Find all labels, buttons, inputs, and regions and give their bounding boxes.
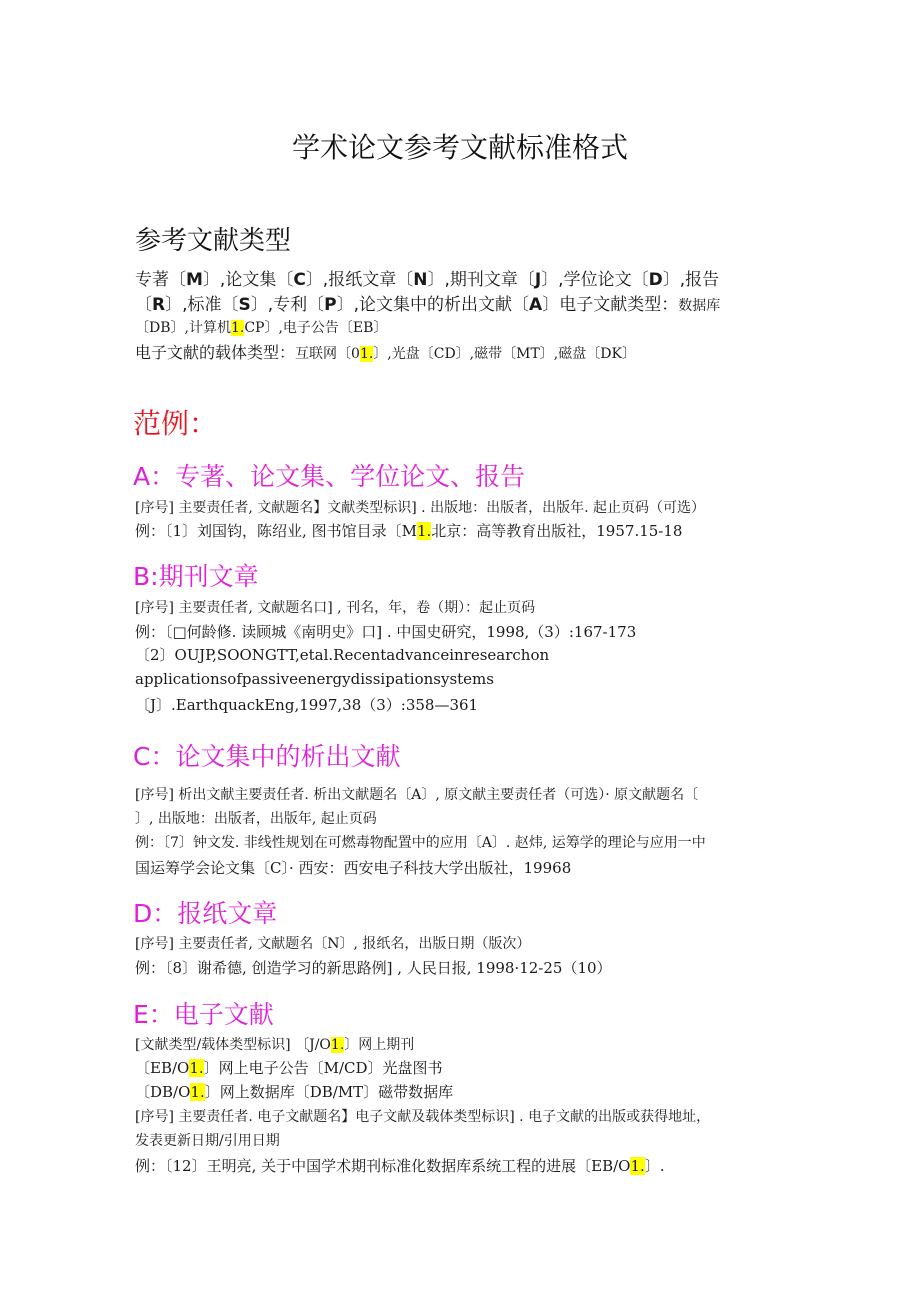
types-text: 〕电子文献类型： xyxy=(542,295,679,315)
example-text: 例：〔1〕刘国钧，陈绍业, 图书馆目录〔M xyxy=(135,522,417,540)
type-code: J xyxy=(534,270,542,290)
section-c-format-1: [序号] 析出文献主要责任者. 析出文献题名〔A〕, 原文献主要责任者（可选）· 原文献题名〔 xyxy=(135,787,699,803)
example-text: 〕网上电子公告〔M/CD〕光盘图书 xyxy=(203,1059,443,1077)
section-b-heading: B:期刊文章 xyxy=(133,562,259,591)
type-code: A xyxy=(529,295,543,315)
section-c-example-1: 例：〔7〕钟文发. 非线性规划在可燃毒物配置中的应用〔A〕. 赵炜, 运筹学的理论与应用一中 xyxy=(135,835,706,851)
section-e-heading: E：电子文献 xyxy=(133,1000,274,1029)
highlighted-text: 1. xyxy=(416,522,432,540)
type-code: P xyxy=(324,295,337,315)
types-text: 电子文献的载体类型： xyxy=(135,343,296,362)
type-code: C xyxy=(293,270,306,290)
highlighted-text: 1. xyxy=(230,320,245,336)
types-text: CP〕,电子公告〔EB〕 xyxy=(244,320,388,336)
types-text: 〕,报告 xyxy=(662,270,720,290)
page-title: 学术论文参考文献标准格式 xyxy=(291,131,628,164)
section-a-format: [序号] 主要责任者, 文献题名】文献类型标识] . 出版地：出版者，出版年. 起止页码（可选） xyxy=(135,500,705,516)
types-text: 〔DB〕,计算机 xyxy=(135,320,231,336)
section-c-format-2: 〕, 出版地：出版者，出版年, 起止页码 xyxy=(135,811,377,827)
section-d-format: [序号] 主要责任者, 文献题名〔N〕, 报纸名，出版日期（版次） xyxy=(135,936,531,952)
type-code: R xyxy=(152,295,166,315)
section-e-row-3 xyxy=(135,1081,453,1102)
types-text: 〕,论文集中的析出文献〔 xyxy=(336,295,530,315)
types-text: 〕,标准〔 xyxy=(165,295,239,315)
types-text: 专著〔 xyxy=(135,270,186,290)
example-text: 例：〔12〕王明亮, 关于中国学术期刊标准化数据库系统工程的进展〔EB/O xyxy=(135,1157,631,1175)
types-text: 〕,光盘〔CD〕,磁带〔MT〕,磁盘〔DK〕 xyxy=(373,346,636,362)
types-text: 数据库 xyxy=(678,298,721,314)
example-text: 〕网上数据库〔DB/MT〕磁带数据库 xyxy=(204,1083,454,1101)
section-e-format-1: [序号] 主要责任者. 电子文献题名】电子文献及载体类型标识] . 电子文献的出版或获得地址， xyxy=(135,1109,711,1125)
section-e-format-2: 发表更新日期/引用日期 xyxy=(135,1133,280,1149)
examples-heading: 范例： xyxy=(133,407,218,440)
types-line-2 xyxy=(135,290,720,315)
example-text: 〕. xyxy=(644,1157,665,1175)
highlighted-text: 1. xyxy=(190,1083,205,1101)
types-text: 〕,论文集〔 xyxy=(202,270,294,290)
types-text: 〕,学位论文〔 xyxy=(541,270,649,290)
highlighted-text: 1. xyxy=(189,1059,204,1077)
section-b-example-1: 例：〔□何龄修. 读顾城《南明史》口] . 中国史研究，1998,（3）:167-173 xyxy=(135,623,637,641)
types-line-4 xyxy=(135,340,636,363)
type-code: M xyxy=(186,270,203,290)
type-code: D xyxy=(648,270,663,290)
type-code: S xyxy=(238,295,251,315)
types-text: 〕,专利〔 xyxy=(250,295,325,315)
section-b-example-2: 〔2〕OUJP,SOONGTT,etal.Recentadvanceinresearchon xyxy=(135,646,550,664)
section-d-heading: D：报纸文章 xyxy=(133,899,278,928)
highlighted-text: 1. xyxy=(330,1037,345,1053)
example-text: 〔EB/O xyxy=(135,1059,190,1077)
highlighted-text: 1. xyxy=(359,346,374,362)
section-c-heading: C：论文集中的析出文献 xyxy=(133,742,401,771)
section-a-example xyxy=(135,520,682,541)
section-b-example-3: applicationsofpassiveenergydissipationsystems xyxy=(135,670,494,688)
section-b-example-4: 〔J〕.EarthquackEng,1997,38（3）:358—361 xyxy=(135,696,479,714)
types-text: 互联网〔0 xyxy=(295,346,360,362)
example-text: 〔DB/O xyxy=(135,1083,191,1101)
types-text: 〕,期刊文章〔 xyxy=(427,270,535,290)
types-line-3 xyxy=(135,317,387,337)
example-text: 〕网上期刊 xyxy=(344,1037,415,1053)
section-c-example-2: 国运筹学会论文集〔C〕· 西安：西安电子科技大学出版社，19968 xyxy=(135,859,572,877)
section-e-row-1 xyxy=(135,1034,414,1054)
section-d-example: 例：〔8〕谢希德, 创造学习的新思路例] , 人民日报, 1998·12-25（10） xyxy=(135,959,612,977)
types-text: 〕,报纸文章〔 xyxy=(305,270,414,290)
section-a-heading: A：专著、论文集、学位论文、报告 xyxy=(133,462,526,491)
types-heading: 参考文献类型 xyxy=(135,226,292,256)
section-e-row-2 xyxy=(135,1057,443,1078)
type-code: N xyxy=(413,270,428,290)
example-text: [文献类型/载体类型标识] 〔J/O xyxy=(135,1037,331,1053)
example-text: 北京：高等教育出版社，1957.15-18 xyxy=(431,522,683,540)
section-e-example xyxy=(135,1155,665,1176)
types-line-1 xyxy=(135,265,719,290)
types-text: 〔 xyxy=(135,295,152,315)
section-b-format: [序号] 主要责任者, 文献题名口] , 刊名，年，卷（期）：起止页码 xyxy=(135,600,536,616)
highlighted-text: 1. xyxy=(630,1157,645,1175)
